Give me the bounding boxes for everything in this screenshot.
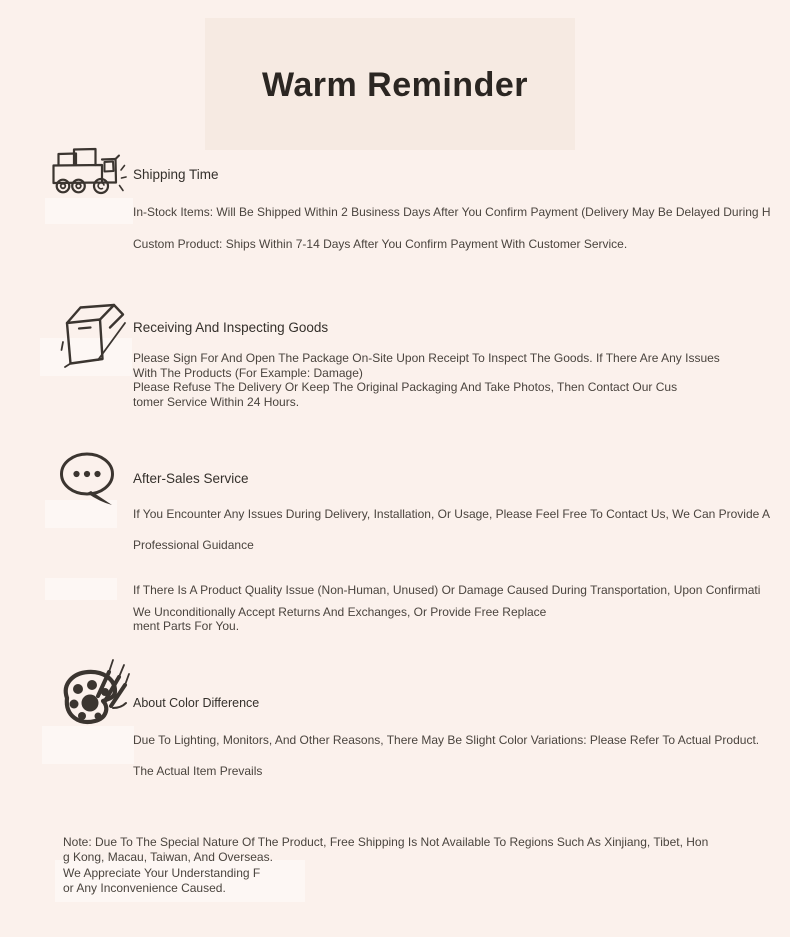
page-title: Warm Reminder bbox=[262, 66, 528, 104]
after-sales-line: If There Is A Product Quality Issue (Non-Human, Unused) Or Damage Caused During Transportation, Upon Confirmati bbox=[133, 583, 761, 597]
receiving-text bbox=[133, 351, 720, 409]
receiving-line: tomer Service Within 24 Hours. bbox=[133, 394, 300, 409]
note-line: Note: Due To The Special Nature Of The Product, Free Shipping Is Not Available To Regions Such As Xinjiang, Tibet, Hon bbox=[63, 835, 709, 849]
color-difference-line: The Actual Item Prevails bbox=[133, 764, 263, 778]
note-line: or Any Inconvenience Caused. bbox=[63, 880, 226, 895]
watermark-patch bbox=[45, 578, 117, 600]
shipping-line: In-Stock Items: Will Be Shipped Within 2 Business Days After You Confirm Payment (Delivery May Be Delayed During H bbox=[133, 205, 771, 219]
receiving-line: Please Refuse The Delivery Or Keep The Original Packaging And Take Photos, Then Contact Our Cus bbox=[133, 380, 678, 394]
receiving-line: Please Sign For And Open The Package On-Site Upon Receipt To Inspect The Goods. If There Are Any Issues bbox=[133, 351, 720, 365]
section-heading-shipping-time: Shipping Time bbox=[133, 167, 219, 182]
watermark-patch bbox=[45, 198, 133, 224]
after-sales-line: ment Parts For You. bbox=[133, 619, 240, 633]
note-line: We Appreciate Your Understanding F bbox=[63, 866, 261, 880]
note-line: g Kong, Macau, Taiwan, And Overseas. bbox=[63, 849, 273, 864]
shipping-line: Custom Product: Ships Within 7-14 Days After You Confirm Payment With Customer Service. bbox=[133, 237, 628, 251]
after-sales-line: Professional Guidance bbox=[133, 538, 254, 552]
chat-bubble-icon bbox=[57, 449, 121, 506]
after-sales-line: We Unconditionally Accept Returns And Exchanges, Or Provide Free Replace bbox=[133, 605, 547, 619]
box-icon bbox=[57, 299, 129, 369]
palette-icon bbox=[53, 656, 131, 734]
section-heading-color-difference: About Color Difference bbox=[133, 696, 260, 710]
truck-icon bbox=[50, 147, 128, 195]
color-difference-line: Due To Lighting, Monitors, And Other Reasons, There May Be Slight Color Variations: Please Refer To Actual Product. bbox=[133, 733, 760, 747]
footer-note bbox=[63, 835, 708, 895]
receiving-line: With The Products (For Example: Damage) bbox=[133, 365, 363, 380]
section-heading-receiving-goods: Receiving And Inspecting Goods bbox=[133, 320, 329, 335]
section-heading-after-sales: After-Sales Service bbox=[133, 471, 249, 486]
after-sales-line: If You Encounter Any Issues During Delivery, Installation, Or Usage, Please Feel Free To Contact Us, We Can Provide A bbox=[133, 507, 770, 521]
